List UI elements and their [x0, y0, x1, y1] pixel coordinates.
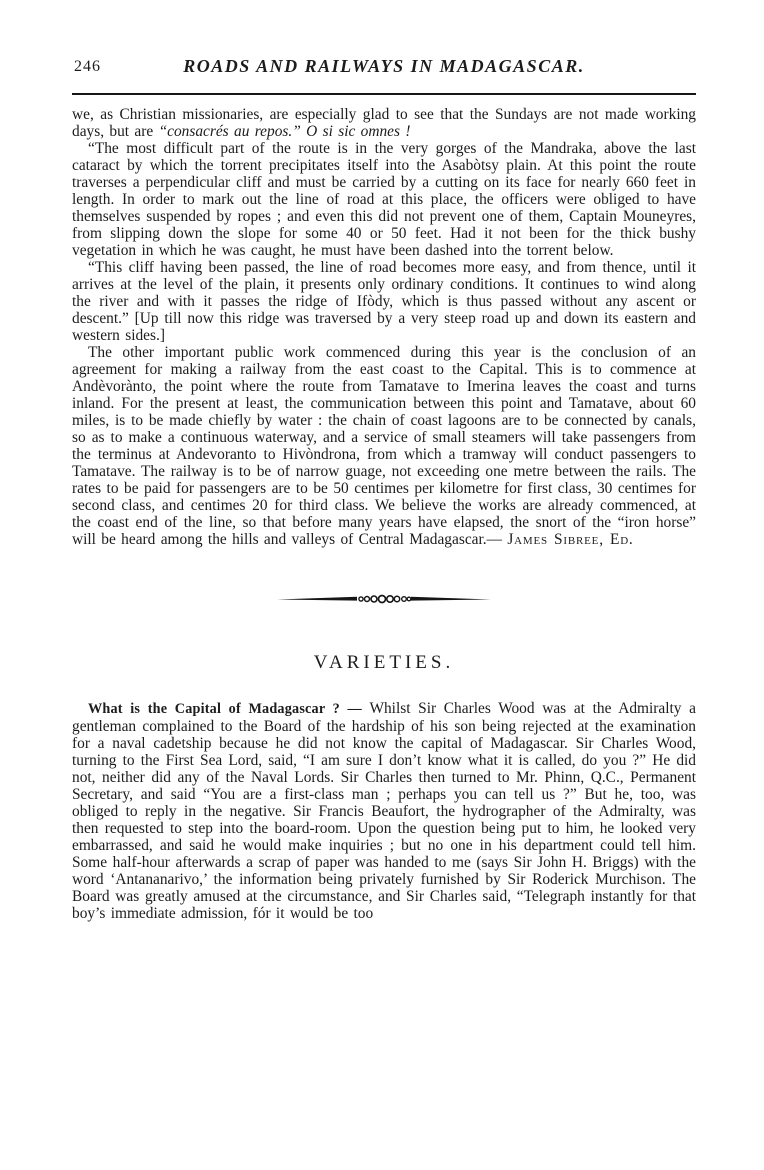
paragraph [72, 700, 696, 922]
text-run: we, as Christian missionaries, are especially glad to see that the Sundays are not made working days, but are [72, 106, 696, 140]
paragraph [72, 140, 696, 259]
printer-ornament-icon [277, 592, 491, 606]
paragraph [72, 259, 696, 344]
text-run: Whilst Sir Charles Wood was at the Admiralty a gentleman complained to the Board of the hardship of his son being rejected at the examination for a naval cadetship because he did not know the capital of Madagascar. Sir Charles Wood, turning to the First Sea Lord, said, “I am sure I don’t know what it is called, do you ?” He did not, neither did any of the Naval Lords. Sir Charles then turned to Mr. Phinn, Q.C., Permanent Secretary, and said “You are a first-class man ; perhaps you can tell us ?” But he, too, was obliged to reply in the negative. Sir Francis Beaufort, the hydrographer of the Admiralty, was then requested to step into the board-room. Upon the question being put to him, he looked very embarrassed, and said he would make inquiries ; but no one in his department could tell him. Some half-hour afterwards a scrap of paper was handed to me (says Sir John H. Briggs) with the word ‘Antananarivo,’ the information being privately furnished by Sir Roderick Murchison. The Board was greatly amused at the circumstance, and Sir Charles said, “Telegraph instantly for that boy’s immediate admission, fór it would be too [72, 700, 696, 922]
italic-text-run: “consacrés au repos.” O si sic omnes ! [158, 123, 411, 140]
paragraph [72, 106, 696, 140]
section-divider [72, 592, 696, 606]
header-rule [72, 93, 696, 95]
text-run: “This cliff having been passed, the line of road becomes more easy, and from thence, until it arrives at the level of the plain, it presents only ordinary conditions. It continues to wind along the river and with it passes the ridge of Ifòdy, which is thus passed without any ascent or descent.” [Up till now this ridge was traversed by a very steep road up and down its eastern and western sides.] [72, 259, 696, 344]
smallcaps-text-run: James Sibree, Ed. [507, 531, 634, 548]
varieties-body [72, 700, 696, 922]
text-run: The other important public work commenced during this year is the conclusion of an agreement for making a railway from the east coast to the Capital. This is to commence at Andèvorànto, the point where the route from Tamatave to Imerina leaves the coast and turns inland. For the present at least, the communication between this point and Tamatave, about 60 miles, is to be made chiefly by water : the chain of coast lagoons are to be connected by canals, so as to make a continuous waterway, and a service of small steamers will take passengers from the terminus at Andevoranto to Hivòndrona, from which a tramway will conduct passengers to Tamatave. The railway is to be of narrow guage, not exceeding one metre between the rails. The rates to be paid for passengers are to be 50 centimes per kilometre for first class, 30 centimes for second class, and centimes 20 for third class. We believe the works are already commenced, at the coast end of the line, so that before many years have elapsed, the snort of the “iron horse” will be heard among the hills and valleys of Central Madagascar.— [72, 344, 696, 548]
running-title: ROADS AND RAILWAYS IN MADAGASCAR. [183, 56, 585, 76]
paragraph [72, 344, 696, 548]
text-run: “The most difficult part of the route is in the very gorges of the Mandraka, above the last cataract by which the torrent precipitates itself into the Asabòtsy plain. At this point the route traverses a perpendicular cliff and must be carried by a cutting on its face for nearly 660 feet in length. In order to mark out the line of road at this place, the officers were obliged to have themselves suspended by ropes ; and even this did not prevent one of them, Captain Mouneyres, from slipping down the slope for some 40 or 50 feet. Had it not been for the thick bushy vegetation in which he was caught, he must have been dashed into the torrent below. [72, 140, 696, 259]
book-page [72, 0, 696, 922]
page-header [72, 56, 696, 80]
bold-text-run: What is the Capital of Madagascar ? — [88, 701, 370, 717]
page-number: 246 [74, 58, 101, 75]
varieties-heading: VARIETIES. [313, 652, 455, 673]
article-body [72, 106, 696, 548]
